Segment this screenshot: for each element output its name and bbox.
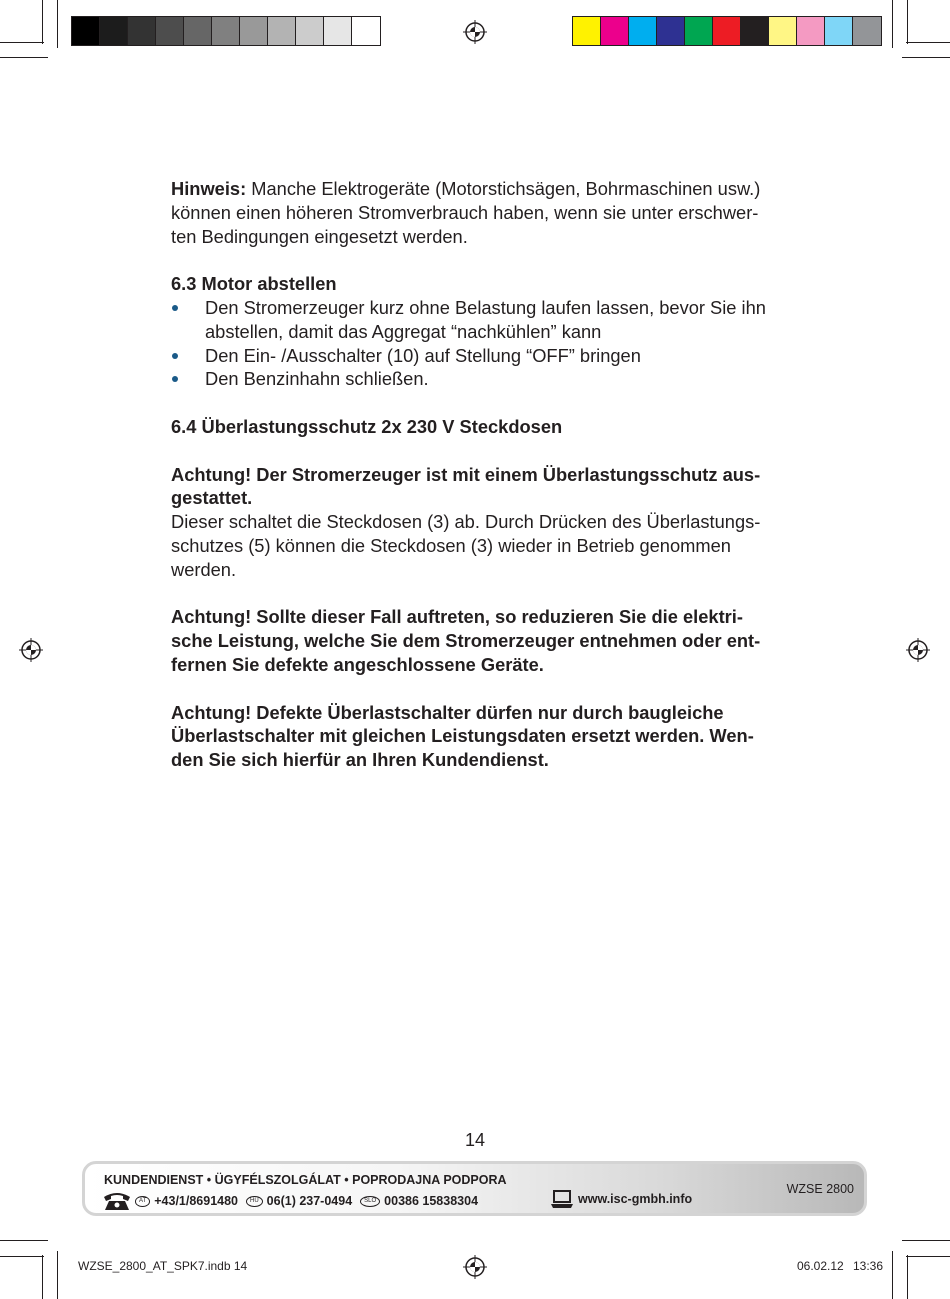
slug-filename: WZSE_2800_AT_SPK7.indb 14 (78, 1259, 248, 1273)
crop-mark (907, 1255, 908, 1299)
website-url[interactable]: www.isc-gmbh.info (578, 1192, 693, 1206)
bullet-icon (172, 353, 178, 359)
laptop-icon (550, 1189, 574, 1209)
crop-mark (902, 57, 950, 58)
registration-mark-icon (463, 20, 487, 44)
page-number: 14 (464, 1130, 486, 1150)
warning-defective-switch: Achtung! Defekte Überlastschalter dürfen nur durch baugleiche Überlastschalter mit gleichen Leistungsdaten ersetzt werden. Wen-den Sie sich hierfür an Ihren Kundendienst. (171, 701, 754, 771)
customer-service-box (82, 1161, 867, 1216)
hinweis-label: Hinweis: (171, 178, 247, 199)
crop-mark (906, 1256, 950, 1257)
color-swatch (657, 17, 685, 45)
registration-mark-icon (463, 1255, 487, 1279)
bullet-icon (172, 305, 178, 311)
color-swatch (184, 17, 212, 45)
phone-numbers (102, 1191, 486, 1211)
color-swatch (240, 17, 268, 45)
section-6-4-heading: 6.4 Überlastungsschutz 2x 230 V Steckdosen (171, 415, 563, 437)
crop-mark (42, 1255, 43, 1299)
color-swatch (72, 17, 100, 45)
list-item: Den Stromerzeuger kurz ohne Belastung laufen lassen, bevor Sie ihn abstellen, damit das Aggregat “nachkühlen” kann (171, 296, 771, 344)
slug-time: 13:36 (853, 1259, 884, 1273)
crop-mark (0, 1256, 44, 1257)
country-flag-at: AT (135, 1196, 150, 1207)
crop-mark (906, 42, 950, 43)
telephone-icon (102, 1191, 132, 1211)
color-swatch (685, 17, 713, 45)
warning-overload: Achtung! Der Stromerzeuger ist mit einem Überlastungsschutz aus-gestattet. (171, 463, 761, 509)
model-number: WZSE 2800 (786, 1182, 854, 1196)
hinweis-paragraph (171, 177, 771, 248)
crop-mark (907, 0, 908, 44)
crop-mark (42, 0, 43, 44)
list-item: Den Ein- /Ausschalter (10) auf Stellung “OFF” bringen (171, 344, 771, 368)
gray-color-bar (71, 16, 381, 46)
warning-reduce-load: Achtung! Sollte dieser Fall auftreten, so reduzieren Sie die elektri-sche Leistung, welche Sie dem Stromerzeuger entnehmen oder ent-fernen Sie defekte angeschlossene Geräte. (171, 606, 761, 675)
color-swatch (713, 17, 741, 45)
hinweis-text: Manche Elektrogeräte (Motorstichsägen, Bohrmaschinen usw.) können einen höheren Stromverbrauch haben, wenn sie unter erschwer-ten Bedingungen eingesetzt werden. (171, 178, 761, 247)
color-swatch (573, 17, 601, 45)
color-swatch (212, 17, 240, 45)
section-6-3-heading: 6.3 Motor abstellen (171, 273, 337, 295)
color-swatch (352, 17, 380, 45)
crop-mark (57, 1251, 58, 1299)
section-6-3-list (171, 296, 771, 391)
color-swatch (853, 17, 881, 45)
slug-date: 06.02.12 (797, 1259, 844, 1273)
registration-mark-icon (19, 638, 43, 662)
bullet-icon (172, 376, 178, 382)
country-flag-slo: SLO (360, 1196, 380, 1207)
color-swatch (629, 17, 657, 45)
color-swatch (296, 17, 324, 45)
crop-mark (0, 1240, 48, 1241)
phone-at[interactable]: +43/1/8691480 (154, 1194, 238, 1208)
process-color-bar (572, 16, 882, 46)
color-swatch (324, 17, 352, 45)
crop-mark (892, 0, 893, 48)
registration-mark-icon (906, 638, 930, 662)
color-swatch (825, 17, 853, 45)
color-swatch (268, 17, 296, 45)
color-swatch (601, 17, 629, 45)
crop-mark (57, 0, 58, 48)
page-content (171, 177, 771, 772)
color-swatch (100, 17, 128, 45)
color-swatch (741, 17, 769, 45)
country-flag-hu: HU (246, 1196, 263, 1207)
color-swatch (797, 17, 825, 45)
crop-mark (0, 42, 44, 43)
color-swatch (156, 17, 184, 45)
crop-mark (0, 57, 48, 58)
color-swatch (128, 17, 156, 45)
website-link[interactable] (550, 1189, 692, 1209)
service-title: KUNDENDIENST • ÜGYFÉLSZOLGÁLAT • POPRODAJNA PODPORA (104, 1173, 507, 1187)
phone-hu[interactable]: 06(1) 237-0494 (266, 1194, 353, 1208)
color-swatch (769, 17, 797, 45)
crop-mark (902, 1240, 950, 1241)
overload-description: Dieser schaltet die Steckdosen (3) ab. Durch Drücken des Überlastungs-schutzes (5) können die Steckdosen (3) wieder in Betrieb genommen werden. (171, 511, 761, 580)
list-item: Den Benzinhahn schließen. (171, 367, 771, 391)
crop-mark (892, 1251, 893, 1299)
phone-slo[interactable]: 00386 15838304 (384, 1194, 479, 1208)
